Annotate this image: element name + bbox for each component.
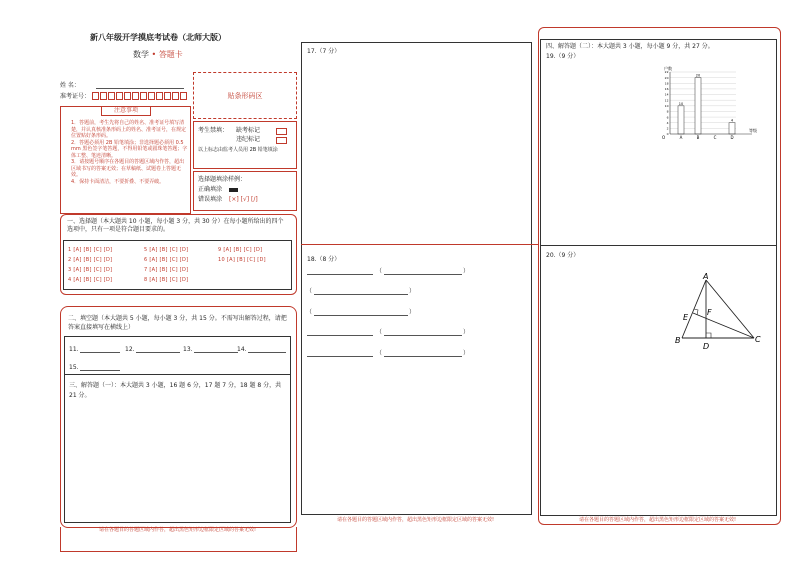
- wrong-fill-label: 错误填涂: [198, 196, 223, 203]
- section4-title: 四、解答题（二）：本大题共 3 小题，每小题 9 分，共 27 分。: [546, 43, 714, 50]
- paren-close: ）: [463, 329, 470, 336]
- paren-open: （: [376, 329, 383, 336]
- x-tick-label: C: [713, 135, 717, 140]
- paren-open: （: [306, 288, 313, 295]
- wrong-fill-marks: [×] [√] [/]: [229, 196, 258, 203]
- violation-option: 违纪标记: [236, 136, 261, 143]
- q18-reason-line[interactable]: [314, 294, 408, 295]
- absent-label: 考生禁填：: [198, 127, 229, 134]
- section2-title: 二、填空题（本大题共 5 小题，每小题 3 分，共 15 分。不需写出解答过程，请把答案直接填写在横线上）: [68, 315, 287, 331]
- y-tick-label: 22: [664, 70, 669, 75]
- segment-ce: [693, 313, 754, 338]
- paren-close: ）: [409, 309, 416, 316]
- q20-label: 20.（9 分）: [546, 252, 580, 259]
- bar-data-label: 20: [695, 73, 701, 78]
- y-tick-label: 18: [664, 81, 669, 86]
- x-tick-label: D: [730, 135, 734, 140]
- id-box[interactable]: [124, 92, 131, 100]
- q17-label: 17.（7 分）: [307, 48, 341, 55]
- exam-title: 新八年级开学摸底考试卷（北师大版）: [90, 33, 226, 42]
- x-tick-label: A: [679, 135, 683, 140]
- id-box[interactable]: [92, 92, 99, 100]
- correct-fill-label: 正确填涂: [198, 186, 223, 193]
- notice-item: 4．保持卡面清洁，不要折叠、不要弄破。: [71, 178, 165, 185]
- choice-row[interactable]: 10 [A] [B] [C] [D]: [218, 257, 266, 263]
- middle-answer-area: [301, 42, 532, 515]
- id-box[interactable]: [164, 92, 171, 100]
- y-tick-label: 6: [666, 115, 669, 120]
- bar-chart: [656, 62, 768, 144]
- q11-answer-line[interactable]: [80, 352, 120, 353]
- id-box[interactable]: [132, 92, 139, 100]
- triangle-figure: [672, 272, 768, 354]
- barcode-area: [193, 72, 297, 119]
- red-divider: [301, 244, 539, 245]
- y-tick-label: 16: [664, 87, 669, 92]
- choice-row[interactable]: 2 [A] [B] [C] [D]: [68, 257, 113, 263]
- notice-item: 2．答题必须用 2B 铅笔填涂；非选择题必须用 0.5 mm 黑色签字笔答题，不得用铅笔或圆珠笔答题；字体工整、笔迹清晰。: [71, 139, 188, 159]
- q12-label: 12.: [125, 346, 135, 353]
- bar-data-label: 10: [678, 101, 684, 106]
- absent-note: 以上标志由监考人员用 2B 铅笔填涂: [198, 147, 278, 153]
- absent-checkbox[interactable]: [276, 128, 287, 135]
- id-box[interactable]: [116, 92, 123, 100]
- choice-row[interactable]: 1 [A] [B] [C] [D]: [68, 247, 113, 253]
- correct-fill-mark: [229, 188, 238, 192]
- q18-blank-line[interactable]: [307, 356, 373, 357]
- choice-row[interactable]: 4 [A] [B] [C] [D]: [68, 277, 113, 283]
- y-axis-label: 户数: [664, 66, 672, 71]
- paren-close: ）: [463, 268, 470, 275]
- choice-row[interactable]: 6 [A] [B] [C] [D]: [144, 257, 189, 263]
- y-tick-label: 8: [666, 109, 669, 114]
- y-tick-label: 12: [664, 98, 669, 103]
- footer-warning: 请在各题目的答题区域内作答，超出黑色矩形边框限定区域的答案无效!: [336, 517, 494, 523]
- y-tick-label: 10: [664, 104, 669, 109]
- right-angle-d: [706, 333, 711, 338]
- notice-list: [71, 120, 189, 185]
- y-tick-label: 20: [664, 75, 669, 80]
- side-ca: [706, 280, 754, 338]
- id-box[interactable]: [100, 92, 107, 100]
- absent-box: [193, 121, 297, 169]
- student-id-boxes[interactable]: [92, 92, 187, 100]
- choice-row[interactable]: 3 [A] [B] [C] [D]: [68, 267, 113, 273]
- x-tick-label: B: [696, 135, 700, 140]
- id-box[interactable]: [108, 92, 115, 100]
- y-tick-label: 4: [666, 120, 669, 125]
- q14-label: 14.: [237, 346, 247, 353]
- q15-answer-line[interactable]: [80, 370, 120, 371]
- student-id-label: 准考证号：: [60, 93, 91, 100]
- q11-label: 11.: [69, 346, 79, 353]
- q18-reason-line[interactable]: [384, 356, 462, 357]
- label-a: A: [703, 272, 709, 281]
- label-c: C: [755, 335, 761, 344]
- paren-open: （: [306, 309, 313, 316]
- bar-data-label: 4: [730, 118, 734, 123]
- footer-warning: 请在各题目的答题区域内作答，超出黑色矩形边框限定区域的答案无效!: [578, 517, 736, 523]
- label-d: D: [703, 342, 710, 351]
- notice-box: [60, 106, 191, 214]
- name-field[interactable]: [96, 88, 184, 89]
- bar: [729, 123, 735, 134]
- label-e: E: [683, 313, 689, 322]
- origin-label: O: [662, 135, 666, 140]
- q15-label: 15.: [69, 364, 79, 371]
- id-box[interactable]: [148, 92, 155, 100]
- chart-bars: [678, 74, 735, 140]
- y-tick-label: 0: [666, 132, 669, 137]
- barcode-label: 贴条形码区: [227, 92, 263, 100]
- q18-blank-line[interactable]: [307, 335, 373, 336]
- choice-row[interactable]: 9 [A] [B] [C] [D]: [218, 247, 263, 253]
- card-label: 答题卡: [158, 50, 183, 59]
- q19-label: 19.（9 分）: [546, 53, 580, 60]
- q19-q20-divider: [541, 245, 776, 246]
- subtitle-dot: •: [151, 50, 157, 59]
- q18-reason-line[interactable]: [384, 274, 462, 275]
- subject-label: 数学: [133, 50, 149, 59]
- fill-example-box: [193, 171, 297, 211]
- label-f: F: [707, 308, 712, 317]
- notice-item: 3．请按题号顺序在各题目的答题区域内作答，超出区域书写的答案无效；在草稿纸、试题卷上答题无效。: [71, 159, 185, 178]
- section1-title: 一、选择题（本大题共 10 小题，每小题 3 分，共 30 分）在每小题所给出的四个选项中，只有一项是符合题目要求的。: [67, 218, 284, 233]
- q18-reason-line[interactable]: [314, 315, 408, 316]
- notice-title: 注意事项: [101, 106, 151, 116]
- answer-area-2-3: [64, 336, 291, 523]
- name-label: 姓 名：: [60, 82, 80, 89]
- chart-ticks: [665, 70, 669, 136]
- absent-option: 缺考标记: [236, 127, 261, 134]
- bar: [695, 78, 701, 134]
- q12-answer-line[interactable]: [136, 352, 180, 353]
- footer-warning: 请在各题目的答题区域内作答，超出黑色矩形边框限定区域的答案无效!: [98, 527, 256, 533]
- q13-label: 13.: [183, 346, 193, 353]
- id-box[interactable]: [156, 92, 163, 100]
- paren-open: （: [376, 268, 383, 275]
- paren-open: （: [376, 350, 383, 357]
- q18-blank-line[interactable]: [307, 274, 373, 275]
- choice-row[interactable]: 5 [A] [B] [C] [D]: [144, 247, 189, 253]
- y-tick-label: 14: [664, 92, 669, 97]
- id-box[interactable]: [140, 92, 147, 100]
- fill-example-title: 选择题填涂样例：: [198, 176, 247, 183]
- notice-item: 1．答题前，考生先将自己的姓名、准考证号填写清楚，并认真核准条形码上的姓名、准考证号，在规定位置贴好条形码。: [71, 120, 187, 139]
- bar: [678, 106, 684, 134]
- choice-row[interactable]: 7 [A] [B] [C] [D]: [144, 267, 189, 273]
- section-divider: [65, 374, 290, 375]
- section3-title: 三、解答题（一）：本大题共 3 小题，16 题 6 分，17 题 7 分，18 题 8 分，共 21 分。: [69, 382, 282, 399]
- q14-answer-line[interactable]: [248, 352, 286, 353]
- x-axis-label: 等级: [749, 128, 757, 133]
- choice-grid: [63, 240, 292, 290]
- q13-answer-line[interactable]: [194, 352, 238, 353]
- y-tick-label: 2: [666, 126, 669, 131]
- id-box[interactable]: [180, 92, 187, 100]
- id-box[interactable]: [172, 92, 179, 100]
- paren-close: ）: [409, 288, 416, 295]
- q18-label: 18.（8 分）: [307, 256, 341, 263]
- q18-reason-line[interactable]: [384, 335, 462, 336]
- choice-row[interactable]: 8 [A] [B] [C] [D]: [144, 277, 189, 283]
- paren-close: ）: [463, 350, 470, 357]
- violation-checkbox[interactable]: [276, 137, 287, 144]
- label-b: B: [675, 336, 681, 345]
- card-subtitle: [133, 49, 183, 60]
